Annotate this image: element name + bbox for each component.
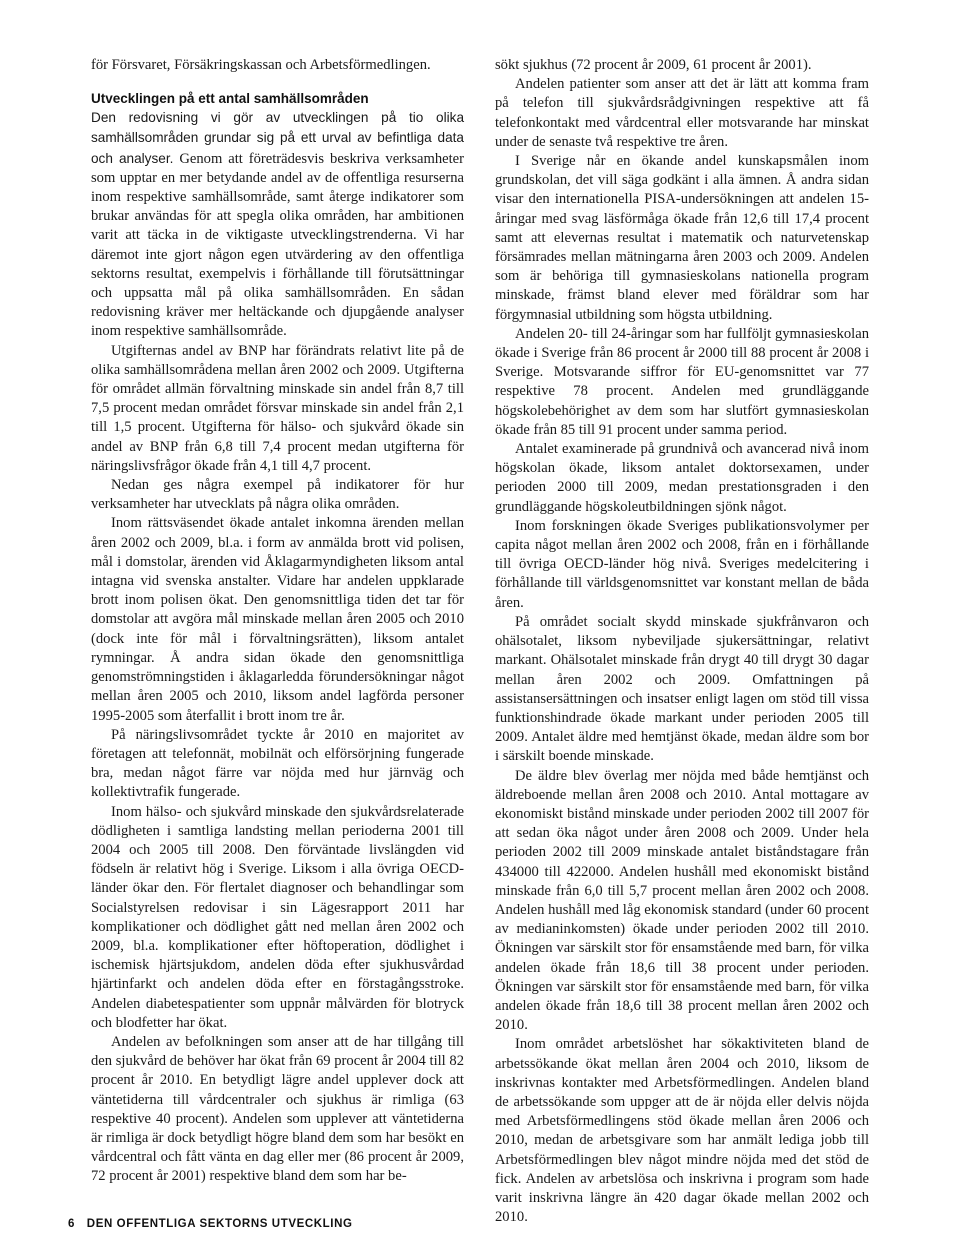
paragraph: Inom rättsväsendet ökade antalet inkomna ärenden mellan åren 2002 och 2009, bl.a. i form av anmälda brott vid polisen, mål i domstolar, ärenden vid Åklagarmyndigheten liksom antal intagna vid svenska anstalter. Vidare har andelen uppklarade brott inom polisen ökat. Den genomsnittliga tiden det tar för domstolar att avgöra mål minskade mellan åren 2005 och 2010 (dock inte för mål i förvaltningsrätten), liksom antalet rymningar. Å andra sidan ökade den genomsnittliga genomströmningstiden i åklagarledda förundersökningar något mellan åren 2005 och 2010, liksom andel lagförda personer 1995-2005 som återfallit i brott inom tre år.	[91, 515, 464, 724]
paragraph: Andelen patienter som anser att det är lätt att komma fram på telefon till sjukvårdsrådgivningen respektive att få telefonkontakt med vårdcentral eller motsvarande har minskat under de senaste två respektive tre åren.	[495, 76, 869, 150]
paragraph: för Försvaret, Försäkringskassan och Arbetsförmedlingen.	[91, 57, 431, 73]
paragraph	[91, 108, 464, 341]
paragraph: Inom forskningen ökade Sveriges publikationsvolymer per capita något mellan åren 2002 och 2008, från en i förhållande till övriga OECD-länder hög nivå. Sveriges medelcitering i förhållande till världsgenomsnittet var konstant mellan de båda åren.	[495, 517, 869, 611]
section-heading: Utvecklingen på ett antal samhällsområden	[91, 91, 369, 107]
paragraph: Utgifternas andel av BNP har förändrats relativt lite på de olika samhällsområdena mellan åren 2002 och 2009. Utgifterna för området allmän förvaltning minskade sin andel från 8,7 till 7,5 procent medan området försvar minskade sin andel från 2,1 till 1,5 procent. Utgifterna för hälso- och sjukvård ökade sin andel av BNP från 6,8 till 7,4 procent medan utgifterna för näringslivsfrågor ökade från 4,1 till 4,7 procent.	[91, 342, 464, 474]
paragraph-sans-text: Den redovisning vi gör av utvecklingen på tio olika samhällsområden grundar sig på ett urval av befintliga data och analyser.	[91, 110, 464, 166]
paragraph: I Sverige når en ökande andel kunskapsmålen inom grundskolan, det vill säga godkänt i alla ämnen. Å andra sidan visar den internationella PISA-undersökningen att andelen 15-åringar med svag läsförmåga ökade från 12,6 till 17,4 procent samt att elevernas resultat i matematik och naturvetenskap försämrades mellan mätningarna åren 2003 och 2009. Andelen som är behöriga till gymnasieskolans nationella program minskade, främst bland elever med föräldrar som har förgymnasial utbildning som högsta utbildning.	[495, 153, 869, 323]
paragraph-text: Vi har däremot inte gjort någon egen utvärdering av den offentliga sektorns resultat, exempelvis i förhållande till förutsättningar och uppsatta mål på olika samhällsområden.	[91, 227, 465, 302]
paragraph: Antalet examinerade på grundnivå och avancerad nivå inom högskolan ökade, liksom antalet doktorsexamen, under perioden 2000 till 2009, medan prestationsgraden i den grundläggande högskoleutbildningen sjönk något.	[495, 441, 869, 515]
paragraph: Andelen av befolkningen som anser att de har tillgång till den sjukvård de behöver har ökat från 69 procent år 2004 till 82 procent år 2010. En betydligt lägre andel upplever dock att väntetiderna till vårdcentraler och sjukhus är rimliga (63 respektive 40 procent). Andelen som upplever att väntetiderna är rimliga är dock betydligt högre bland dem som har besökt en vårdcentral och fått vänta en dag eller mer (86 procent år 2009, 72 procent år 2001) respektive bland dem som har be-	[91, 1033, 464, 1185]
running-title: DEN OFFENTLIGA SEKTORNS UTVECKLING	[86, 1218, 353, 1230]
paragraph: sökt sjukhus (72 procent år 2009, 61 procent år 2001).	[495, 57, 812, 73]
paragraph-text: Genom att företrädesvis beskriva verksamheter som upptar en mer betydande andel av de offentliga resurserna inom respektive samhällsområde, samt återge indikatorer som brukar användas för att spegla olika områden, har ambitionen varit att täcka in de viktigaste utvecklingstrenderna.	[91, 150, 464, 244]
page-number: 6	[68, 1218, 75, 1230]
paragraph-text: En sådan redovisning kräver mer heltäckande och djupgående analyser inom respektive samhällsområde.	[91, 285, 465, 340]
paragraph: På näringslivsområdet tyckte år 2010 en majoritet av företagen att telefonnät, mobilnät och elförsörjning fungerade bra, medan något färre var nöjda med hur järnväg och kollektivtrafik fungerade.	[91, 726, 464, 801]
paragraph: De äldre blev överlag mer nöjda med både hemtjänst och äldreboende mellan åren 2008 och 2010. Antal mottagare av ekonomiskt bistånd minskade under perioden 2002 till 2007 för att sedan öka något under åren 2008 och 2009. Under hela perioden 2002 till 2009 minskade antalet biståndstagare från 434000 till 422000. Andelen hushåll med ekonomiskt bistånd minskade från 6,0 till 5,7 procent mellan åren 2002 och 2008. Andelen hushåll med låg ekonomisk standard (under 60 procent av medianinkomsten) ökade under perioden 2002 till 2010. Ökningen var särskilt stor för ensamstående med barn, för vilka andelen ökade från 18,6 till 38 procent under perioden. Ökningen var särskilt stor för ensamstående med barn, för vilka andelen ökade från 18,6 till 38 procent mellan åren 2002 och 2010.	[495, 767, 869, 1034]
paragraph: Inom området arbetslöshet har sökaktiviteten bland de arbetssökande ökat mellan åren 2004 och 2010, liksom de inskrivnas kontakter med Arbetsförmedlingen. Andelen bland de arbetssökande som uppger att de är nöjda eller delvis nöjda med Arbetsförmedlingens stöd ökade mellan åren 2006 och 2010, medan de arbetsgivare som har anmält lediga jobb till Arbetsförmedlingen blev något mindre nöjda med det stöd de fick. Andelen av arbetslösa och inskrivna i program som hade varit inskrivna längre än 420 dagar ökade mellan 2002 och 2010.	[495, 1036, 869, 1226]
right-column	[495, 56, 869, 1227]
paragraph: Inom hälso- och sjukvård minskade den sjukvårdsrelaterade dödligheten i samtliga landsting mellan perioderna 2001 till 2004 och 2005 till 2008. Den förväntade livslängden vid födseln är relativt hög i Sverige. Liksom i alla övriga OECD-länder ökar den. För flertalet diagnoser och behandlingar som Socialstyrelsen redovisar i sin Lägesrapport 2011 har komplikationer och dödlighet gått ned mellan åren 2002 och 2009, bl.a. komplikationer efter höftoperation, dödlighet i ischemisk hjärtsjukdom, andelen döda efter sjukhusvårdad hjärtinfarkt och andelen döda efter en förstagångsstroke. Andelen diabetespatienter som uppnår målvärden för blotryck och blodfetter har ökat.	[91, 803, 464, 1031]
page-footer	[68, 1218, 353, 1230]
paragraph: På området socialt skydd minskade sjukfrånvaron och ohälsotalet, liksom nybeviljade sjukersättningar, relativt markant. Ohälsotalet minskade från drygt 40 till drygt 30 dagar mellan åren 2002 och 2009. Omfattningen på assistansersättningen och insatser enligt lagen om stöd till vissa funktionshindrade ökade markant under perioden 2005 till 2009. Antalet äldre med hemtjänst ökade, medan äldre som bor i särskilt boende minskade.	[495, 613, 869, 765]
paragraph: Nedan ges några exempel på indikatorer för hur verksamheter har utvecklats på några olika områden.	[91, 477, 464, 513]
paragraph: Andelen 20- till 24-åringar som har fullföljt gymnasieskolan ökade i Sverige från 86 procent år 2000 till 88 procent år 2008 i Sverige. Motsvarande siffror för EU-genomsnittet var 77 respektive 78 procent. Andelen med grundläggande högskolebehörighet av dem som har slutfört gymnasieskolan ökade från 85 till 91 procent under samma period.	[495, 325, 869, 438]
left-column	[91, 56, 464, 1187]
